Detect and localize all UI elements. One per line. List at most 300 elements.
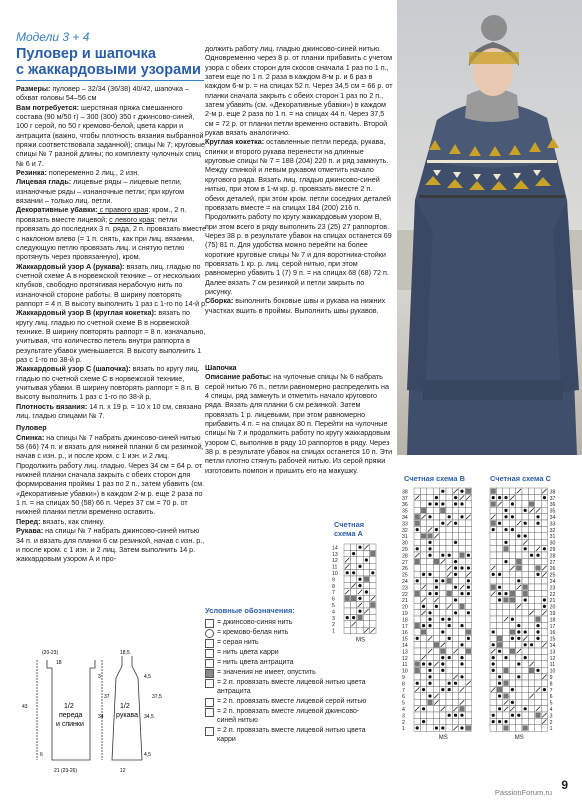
- chart-cell: [522, 693, 528, 699]
- chart-cell: [446, 661, 452, 667]
- chart-cell: [509, 661, 515, 667]
- chart-row-label: 29: [402, 547, 408, 553]
- chart-cell: [522, 622, 528, 628]
- chart-cell: [516, 699, 522, 705]
- chart-cell: [452, 533, 458, 539]
- chart-cell: [427, 642, 433, 648]
- chart-cell: [528, 654, 534, 660]
- chart-cell: [516, 718, 522, 724]
- chart-mark: [467, 566, 470, 569]
- chart-cell: [440, 597, 446, 603]
- chart-row-label: 22: [549, 591, 556, 598]
- chart-mark: [428, 611, 431, 614]
- chart-row-label: 11: [549, 662, 555, 669]
- chart-cell: [509, 622, 515, 628]
- section-hat: Шапочка: [205, 363, 237, 372]
- chart-mark: [524, 547, 527, 550]
- chart-mark: [460, 592, 463, 595]
- chart-cell: [440, 635, 446, 641]
- chart-mark: [435, 502, 438, 505]
- chart-mark: [440, 508, 445, 513]
- chart-mark: [498, 650, 501, 653]
- chart-cell: [420, 590, 426, 596]
- chart-cell: [440, 514, 446, 520]
- chart-cell: [541, 507, 547, 513]
- dim-label: 18,5: [120, 650, 130, 656]
- chart-mark: [497, 687, 502, 692]
- chart-cell: [350, 563, 356, 569]
- chart-row-label: 26: [402, 566, 408, 573]
- chart-mark: [460, 656, 463, 659]
- chart-row-label: 23: [402, 585, 408, 592]
- chart-row-label: 10: [332, 571, 338, 577]
- chart-cell: [535, 488, 541, 494]
- chart-cell: [350, 576, 356, 582]
- chart-b-title: Счетная схема В: [404, 474, 465, 483]
- para-sleeves-cont: должить работу лиц. гладью джинсово-синей нитью. Одновременно через 8 р. от планки прибавить с учетом узора с обеих сторон для скосов сначала 1 раз по 1 п., затем еще по 1 п. 2 раза в каждом 8-м р. и 6 раз в каждом 6-м р. = на спицах 52 п. Через 34,5 см = 66 р. от планки сначала закрыть с обеих сторон 1 раз по 2 п., затем убавить (см. «Декоративные убавки») в каждом 2-м р. еще 2 раза по 1 п. = на спицах 44 п. Через 37,5 см = 72 р. от планки петли временно оставить. Второй рукав вязать аналогично.: [205, 44, 393, 138]
- chart-mark: [428, 675, 431, 678]
- chart-mark: [448, 554, 451, 557]
- chart-row-label: 6: [402, 694, 405, 701]
- chart-mark: [454, 611, 457, 614]
- chart-cell: [541, 629, 547, 635]
- chart-cell: [490, 603, 496, 609]
- chart-mark: [536, 624, 539, 627]
- chart-cell: [503, 501, 509, 507]
- chart-mark: [365, 558, 368, 561]
- chart-cell: [516, 706, 522, 712]
- chart-mark: [428, 541, 431, 544]
- chart-row-label: 20: [402, 604, 408, 611]
- chart-cell: [516, 667, 522, 673]
- chart-mark: [428, 547, 431, 550]
- legend-title: Условные обозначения:: [205, 606, 295, 615]
- chart-row-label: 28: [402, 553, 408, 560]
- title-line: Пуловер и шапочка: [16, 46, 156, 62]
- chart-cell: [427, 706, 433, 712]
- chart-mark: [498, 694, 501, 697]
- title-rule: [16, 80, 204, 81]
- chart-cell: [433, 514, 439, 520]
- dim-label: 6: [40, 752, 43, 758]
- chart-row-label: 3: [549, 713, 553, 720]
- chart-cell: [503, 488, 509, 494]
- chart-cell: [490, 610, 496, 616]
- chart-cell: [465, 616, 471, 622]
- chart-cell: [370, 576, 376, 582]
- legend-item: = 2 п. провязать вместе лицевой серой нитью: [205, 697, 375, 707]
- chart-row-label: 20: [549, 604, 556, 611]
- legend: [205, 606, 375, 745]
- chart-row-label: 21: [549, 598, 556, 605]
- chart-mark: [536, 522, 539, 525]
- chart-cell: [363, 570, 369, 576]
- chart-cell: [528, 494, 534, 500]
- chart-mark: [454, 502, 457, 505]
- chart-cell: [496, 565, 502, 571]
- swatch-k2tog-anthracite: [205, 679, 214, 688]
- chart-cell: [522, 565, 528, 571]
- chart-cell: [420, 642, 426, 648]
- chart-cell: [459, 578, 465, 584]
- chart-cell: [535, 680, 541, 686]
- page-title: [16, 46, 204, 78]
- chart-mark: [454, 541, 457, 544]
- chart-mark: [498, 720, 501, 723]
- chart-mark: [448, 618, 451, 621]
- chart-mark: [467, 592, 470, 595]
- chart-cell: [427, 578, 433, 584]
- chart-cell: [535, 661, 541, 667]
- chart-cell: [541, 533, 547, 539]
- chart-mark: [504, 528, 507, 531]
- chart-cell: [446, 629, 452, 635]
- chart-mark: [448, 682, 451, 685]
- chart-mark: [504, 541, 507, 544]
- chart-cell: [541, 635, 547, 641]
- chart-cell: [535, 642, 541, 648]
- chart-row-label: 14: [402, 643, 408, 649]
- chart-mark: [454, 496, 457, 499]
- chart-cell: [414, 616, 420, 622]
- chart-mark: [503, 668, 508, 673]
- chart-cell: [490, 578, 496, 584]
- chart-cell: [446, 546, 452, 552]
- swatch-grey: [205, 639, 214, 648]
- chart-cell: [535, 584, 541, 590]
- chart-mark: [492, 573, 495, 576]
- chart-mark: [460, 624, 463, 627]
- chart-cell: [541, 725, 547, 731]
- para-pattern-c: Жаккардовый узор С (шапочка): вязать по кругу лиц. гладью по счетной схеме С в норвежской технике, учитывая убавки. В ширину повторять раппорт = 8 п. В высоту выполнить 1 раз с 1-го по 38-й р.: [16, 364, 200, 402]
- chart-cell: [363, 595, 369, 601]
- chart-cell: [490, 558, 496, 564]
- chart-cell: [528, 597, 534, 603]
- chart-mark: [535, 565, 540, 570]
- chart-row-label: 6: [549, 694, 553, 701]
- chart-cell: [414, 654, 420, 660]
- chart-mark: [460, 490, 463, 493]
- chart-cell: [414, 648, 420, 654]
- chart-cell: [370, 544, 376, 550]
- chart-mark: [441, 522, 444, 525]
- chart-cell: [541, 501, 547, 507]
- chart-mark: [516, 565, 521, 570]
- chart-row-label: 5: [402, 700, 405, 707]
- chart-cell: [440, 699, 446, 705]
- chart-cell: [459, 507, 465, 513]
- para-sizes: Размеры: пуловер – 32/34 (36/38) 40/42, шапочка – обхват головы 54–56 см: [16, 84, 190, 103]
- chart-row-label: 3: [332, 615, 335, 622]
- chart-cell: [459, 680, 465, 686]
- chart-mark: [358, 597, 361, 600]
- chart-cell: [503, 648, 509, 654]
- chart-cell: [528, 718, 534, 724]
- chart-mark: [460, 566, 463, 569]
- chart-cell: [496, 578, 502, 584]
- chart-cell: [509, 546, 515, 552]
- chart-cell: [528, 616, 534, 622]
- chart-cell: [427, 584, 433, 590]
- chart-mark: [491, 489, 496, 494]
- chart-cell: [509, 603, 515, 609]
- chart-mark: [510, 597, 515, 602]
- chart-cell: [490, 616, 496, 622]
- para-stockinette: Лицевая гладь: лицевые ряды – лицевые петли, изнаночные ряды – изнаночные петли; при кругом вязании – только лиц. петли.: [16, 177, 185, 206]
- legend-item: = кремово-белая нить: [205, 628, 375, 638]
- chart-mark: [524, 656, 527, 659]
- chart-cell: [452, 616, 458, 622]
- dim-label: 34,5: [144, 714, 154, 720]
- chart-cell: [522, 494, 528, 500]
- chart-cell: [509, 674, 515, 680]
- chart-cell: [446, 718, 452, 724]
- chart-cell: [535, 693, 541, 699]
- chart-row-label: 16: [549, 630, 556, 637]
- chart-mark: [530, 643, 533, 646]
- chart-cell: [440, 680, 446, 686]
- chart-row-label: 26: [549, 566, 556, 573]
- chart-cell: [528, 680, 534, 686]
- chart-mark: [428, 502, 431, 505]
- chart-cell: [420, 712, 426, 718]
- chart-cell: [516, 642, 522, 648]
- swatch-curry: [205, 649, 214, 658]
- chart-cell: [433, 667, 439, 673]
- chart-row-label: 38: [549, 489, 556, 496]
- chart-mark: [492, 630, 495, 633]
- chart-cell: [509, 654, 515, 660]
- chart-mark: [466, 629, 471, 634]
- chart-mark: [517, 714, 520, 717]
- chart-cell: [459, 526, 465, 532]
- chart-cell: [433, 488, 439, 494]
- chart-cell: [433, 654, 439, 660]
- chart-cell: [496, 725, 502, 731]
- legend-item: = нить цвета антрацита: [205, 658, 375, 668]
- chart-cell: [446, 642, 452, 648]
- chart-cell: [440, 533, 446, 539]
- chart-cell: [496, 622, 502, 628]
- chart-cell: [452, 552, 458, 558]
- chart-c: [486, 484, 566, 769]
- chart-cell: [528, 603, 534, 609]
- chart-mark: [466, 649, 471, 654]
- chart-mark: [428, 515, 431, 518]
- chart-cell: [433, 680, 439, 686]
- chart-mark: [535, 713, 540, 718]
- chart-cell: [420, 699, 426, 705]
- chart-cell: [516, 686, 522, 692]
- chart-cell: [541, 667, 547, 673]
- chart-row-label: 11: [332, 564, 338, 571]
- chart-cell: [459, 571, 465, 577]
- chart-cell: [465, 654, 471, 660]
- chart-cell: [465, 718, 471, 724]
- sleeve-label: 1/2: [120, 703, 130, 710]
- chart-cell: [522, 578, 528, 584]
- chart-cell: [465, 706, 471, 712]
- chart-mark: [447, 578, 452, 583]
- chart-mark: [441, 618, 444, 621]
- chart-cell: [516, 514, 522, 520]
- chart-cell: [509, 693, 515, 699]
- chart-cell: [490, 680, 496, 686]
- chart-cell: [433, 629, 439, 635]
- chart-cell: [516, 597, 522, 603]
- chart-mark: [435, 496, 438, 499]
- chart-cell: [427, 712, 433, 718]
- chart-cell: [363, 550, 369, 556]
- chart-mark: [504, 496, 507, 499]
- para-pattern-b: Жаккардовый узор В (круглая кокетка): вязать по кругу лиц. гладью по счетной схеме В в норвежской технике. В ширину повторять раппорт = 8 п. изначально, учитывая, что количество петель внутри раппорта в результате убавок уменьшается. В высоту выполнить 1 раз с 1-го по 38-й р.: [16, 308, 206, 364]
- chart-cell: [509, 718, 515, 724]
- chart-cell: [509, 552, 515, 558]
- chart-cell: [414, 610, 420, 616]
- chart-row-label: 10: [549, 668, 556, 675]
- chart-mark: [371, 571, 374, 574]
- para-sleeves: Рукава: на спицы № 7 набрать джинсово-синей нитью 34 п. и вязать для планки 6 см резинкой, начав с изн. р., и после кром. с 1 изн. и 2 лиц. Затем выполнить 14 р. жаккардовым узором А и про-: [16, 526, 205, 564]
- chart-cell: [509, 488, 515, 494]
- chart-cell: [446, 699, 452, 705]
- chart-cell: [452, 661, 458, 667]
- chart-mark: [517, 579, 520, 582]
- chart-mark: [421, 533, 426, 538]
- chart-cell: [541, 578, 547, 584]
- chart-mark: [441, 630, 444, 633]
- chart-cell: [528, 526, 534, 532]
- chart-cell: [433, 622, 439, 628]
- chart-row-label: 14: [549, 643, 556, 649]
- chart-mark: [467, 579, 470, 582]
- chart-cell: [503, 661, 509, 667]
- chart-mark: [416, 726, 419, 729]
- chart-row-label: 7: [332, 590, 335, 597]
- chart-cell: [516, 526, 522, 532]
- chart-row-label: 2: [402, 719, 405, 726]
- page-number: 9: [561, 778, 568, 792]
- chart-row-label: 4: [332, 609, 335, 616]
- chart-mark: [535, 617, 540, 622]
- chart-mark: [491, 521, 496, 526]
- chart-cell: [440, 584, 446, 590]
- chart-cell: [427, 565, 433, 571]
- chart-cell: [516, 590, 522, 596]
- chart-row-label: 8: [332, 583, 335, 590]
- chart-cell: [459, 597, 465, 603]
- chart-row-label: 29: [549, 547, 556, 553]
- chart-cell: [528, 629, 534, 635]
- chart-c-title: Счетная схема С: [490, 474, 551, 483]
- chart-cell: [522, 603, 528, 609]
- chart-cell: [503, 571, 509, 577]
- chart-row-label: 7: [402, 687, 405, 694]
- chart-cell: [452, 642, 458, 648]
- chart-row-label: 17: [549, 623, 556, 630]
- chart-cell: [427, 686, 433, 692]
- chart-cell: [535, 603, 541, 609]
- chart-mark: [524, 509, 527, 512]
- chart-mark: [435, 605, 438, 608]
- chart-cell: [496, 552, 502, 558]
- chart-cell: [516, 725, 522, 731]
- chart-cell: [370, 589, 376, 595]
- column-2: [205, 44, 393, 315]
- chart-mark: [511, 515, 514, 518]
- para-assembly: Сборка: выполнить боковые швы и рукава на нижних участках вшить в проймы. Выполнить швы рукавов.: [205, 296, 386, 315]
- chart-row-label: 24: [549, 579, 556, 585]
- chart-mark: [460, 515, 463, 518]
- chart-mark: [441, 688, 444, 691]
- chart-row-label: 37: [402, 495, 408, 502]
- chart-mark: [422, 720, 425, 723]
- chart-cell: [528, 546, 534, 552]
- legend-item: = серая нить: [205, 638, 375, 648]
- chart-mark: [352, 571, 355, 574]
- chart-cell: [528, 488, 534, 494]
- chart-cell: [350, 544, 356, 550]
- swatch-none: [205, 669, 214, 678]
- chart-cell: [503, 584, 509, 590]
- chart-mark: [492, 662, 495, 665]
- chart-row-label: 24: [402, 579, 408, 585]
- legend-item: = значения не имеет, опустить: [205, 668, 375, 678]
- chart-mark: [435, 592, 438, 595]
- chart-cell: [509, 533, 515, 539]
- dim-label: 34: [98, 714, 104, 720]
- chart-mark: [422, 707, 425, 710]
- chart-mark: [358, 578, 361, 581]
- chart-row-label: 15: [549, 636, 556, 643]
- chart-cell: [541, 693, 547, 699]
- chart-cell: [433, 635, 439, 641]
- chart-cell: [433, 610, 439, 616]
- chart-row-label: 17: [402, 623, 408, 630]
- chart-mark: [511, 688, 514, 691]
- title-line: с жаккардовыми узорами: [16, 62, 201, 78]
- chart-mark: [543, 496, 546, 499]
- chart-row-label: 30: [549, 540, 556, 547]
- legend-item: = нить цвета карри: [205, 648, 375, 658]
- chart-b: [400, 484, 480, 769]
- chart-cell: [503, 610, 509, 616]
- chart-cell: [541, 590, 547, 596]
- chart-row-label: 3: [402, 713, 405, 720]
- chart-cell: [414, 565, 420, 571]
- chart-mark: [536, 630, 539, 633]
- chart-mark: [543, 598, 546, 601]
- chart-cell: [522, 501, 528, 507]
- chart-cell: [350, 557, 356, 563]
- chart-row-label: 15: [402, 636, 408, 643]
- chart-cell: [414, 699, 420, 705]
- chart-cell: [535, 539, 541, 545]
- swatch-cream: [205, 629, 214, 638]
- chart-cell: [350, 589, 356, 595]
- chart-cell: [503, 552, 509, 558]
- chart-cell: [465, 674, 471, 680]
- chart-cell: [496, 699, 502, 705]
- chart-cell: [516, 494, 522, 500]
- chart-cell: [459, 693, 465, 699]
- chart-cell: [459, 546, 465, 552]
- chart-cell: [496, 514, 502, 520]
- chart-mark: [498, 675, 501, 678]
- chart-row-label: 35: [549, 508, 556, 515]
- chart-mark: [460, 714, 463, 717]
- chart-mark: [492, 656, 495, 659]
- chart-row-label: 36: [549, 502, 556, 509]
